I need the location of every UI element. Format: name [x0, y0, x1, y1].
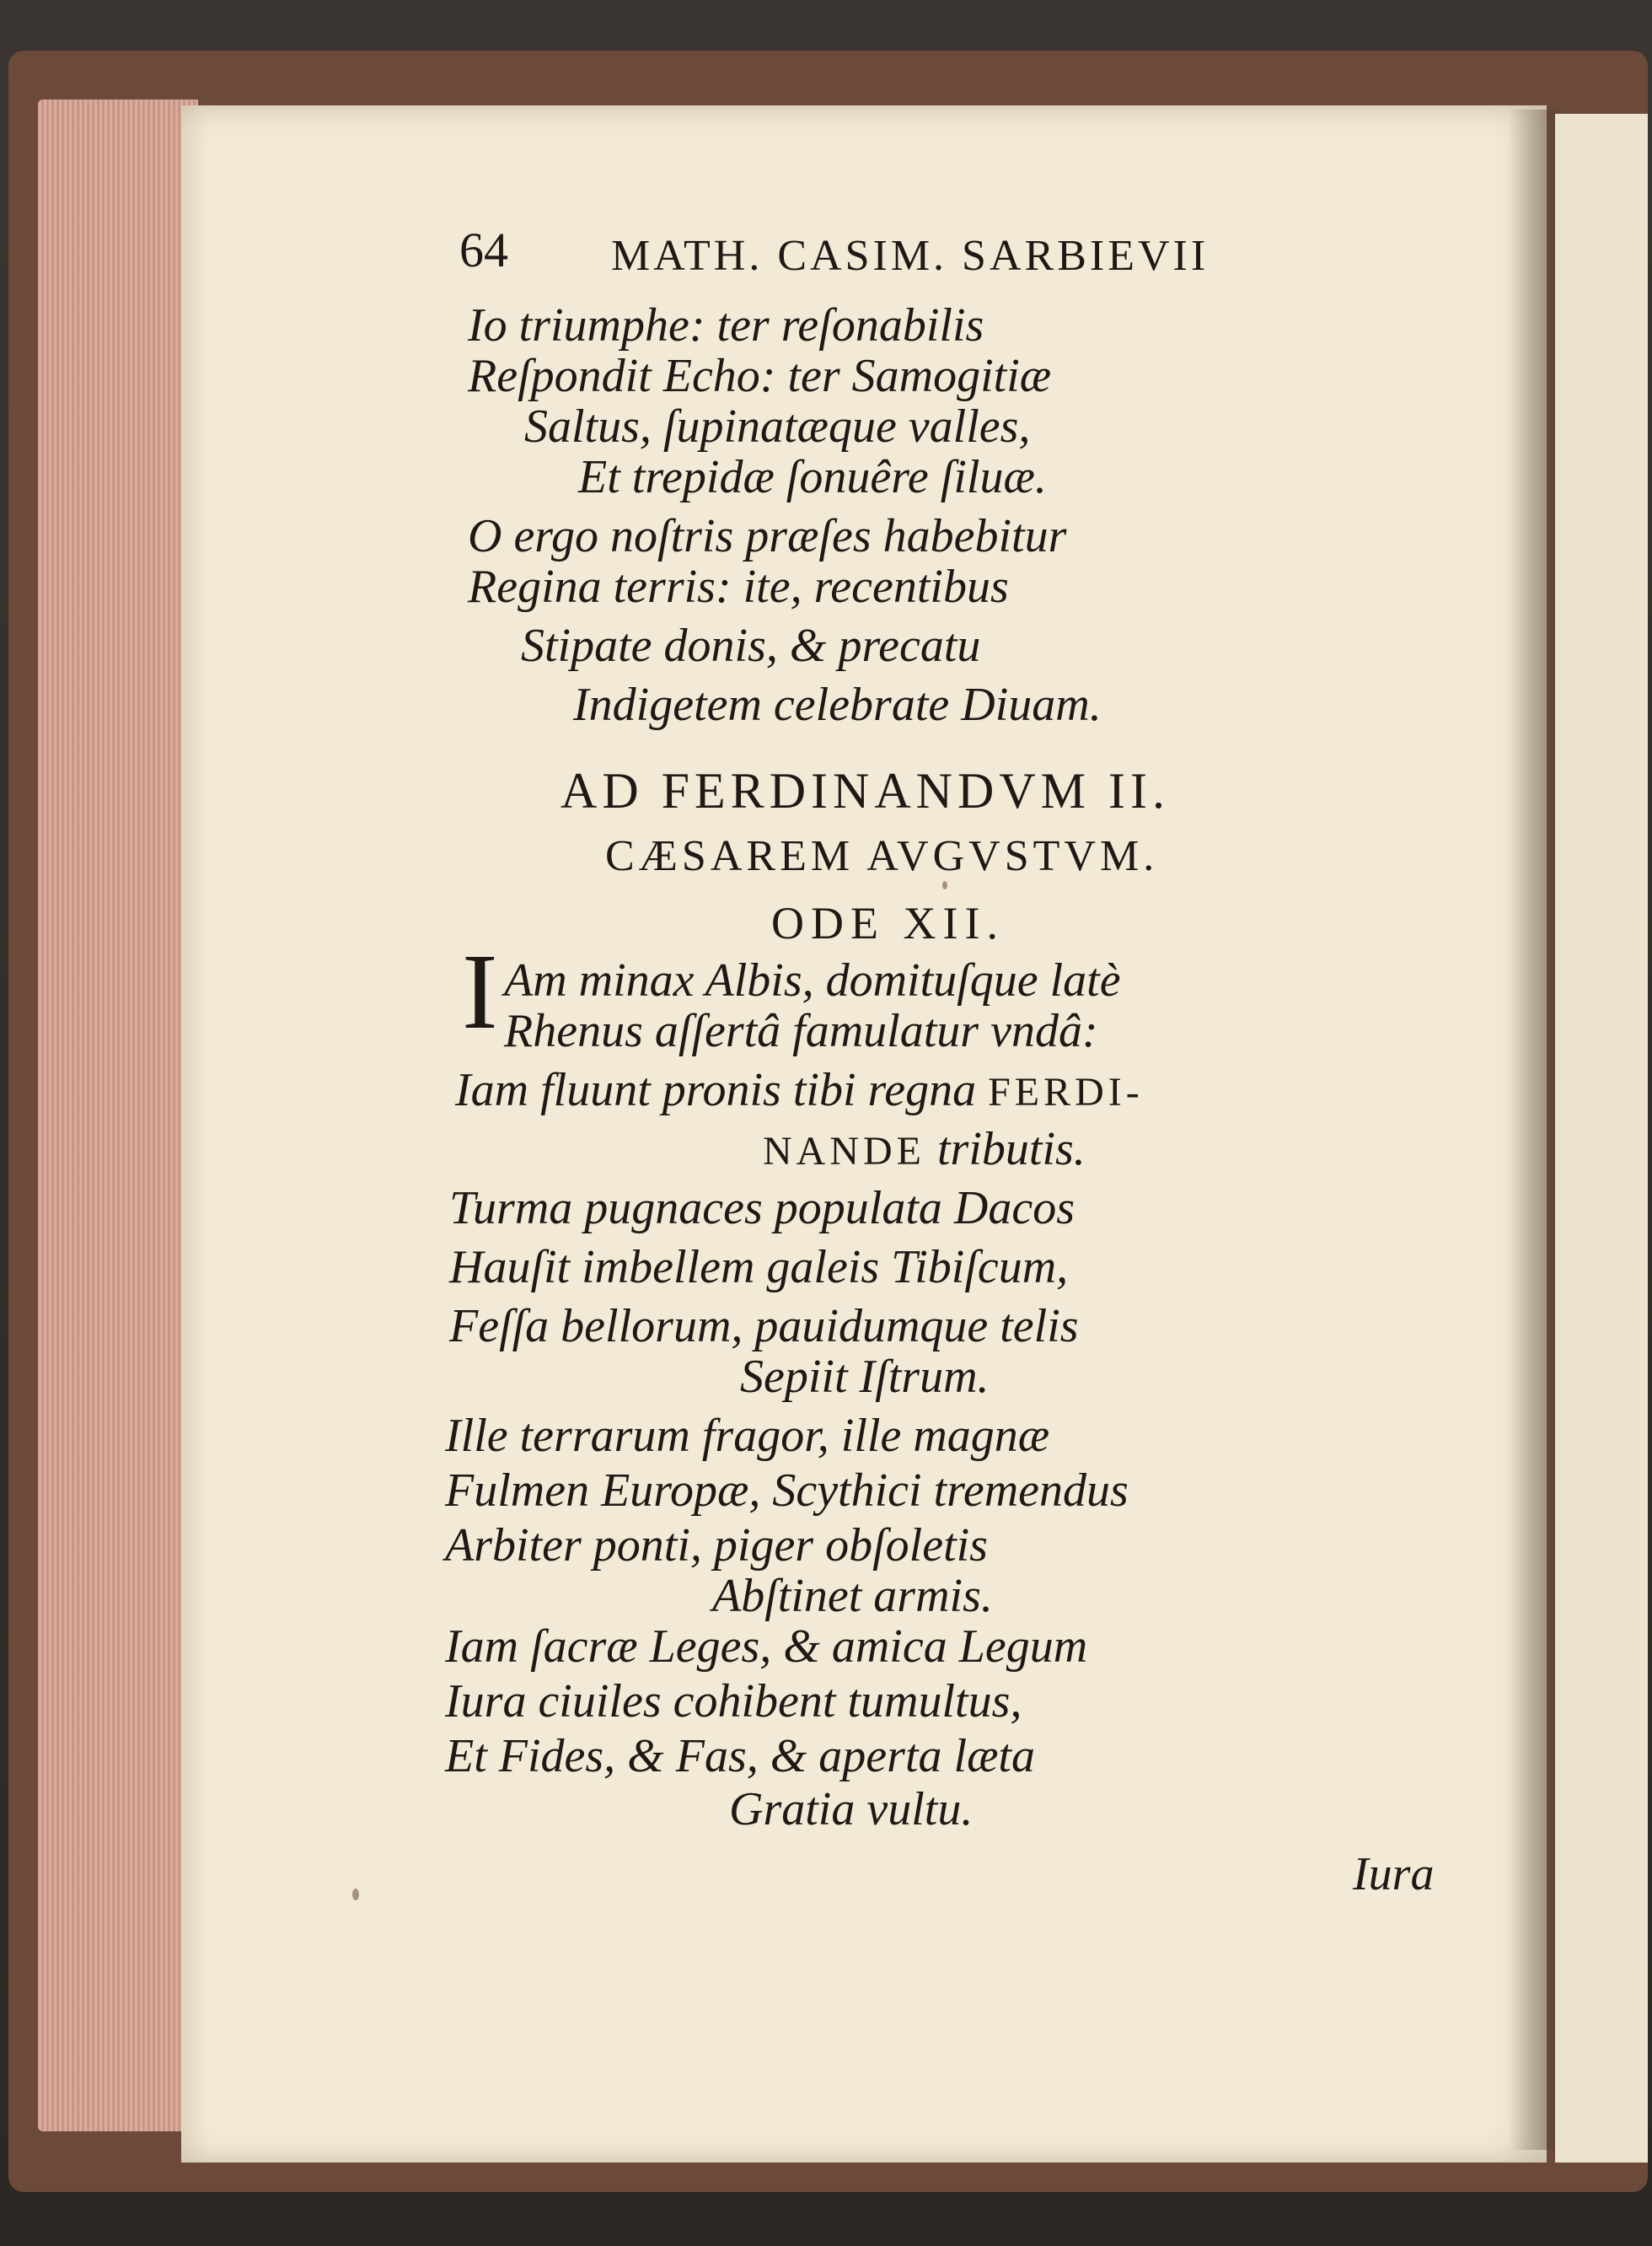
verse-line: Et trepidæ ſonuêre ſiluæ.: [578, 451, 1047, 503]
ode-number: ODE XII.: [771, 898, 1005, 948]
verse-line: Fulmen Europæ, Scythici tremendus: [445, 1464, 1129, 1517]
verse-line: O ergo noſtris præſes habebitur: [468, 510, 1067, 562]
verse-line: Ille terrarum fragor, ille magnæ: [445, 1410, 1050, 1462]
verse-line: Rhenus aſſertâ famulatur vndâ:: [504, 1005, 1098, 1057]
ink-stain: [352, 1889, 359, 1900]
running-head: MATH. CASIM. SARBIEVII: [611, 232, 1210, 280]
verse-line: [763, 1123, 1086, 1175]
verse-italic: Iam fluunt pronis tibi regna: [455, 1064, 977, 1116]
verse-line: Hauſit imbellem galeis Tibiſcum,: [449, 1241, 1069, 1293]
verse-caps: NANDE: [763, 1129, 925, 1174]
gutter-shadow: [1509, 110, 1559, 2150]
catchword: Iura: [1353, 1848, 1435, 1900]
page-number: 64: [459, 223, 508, 277]
page-edges: [38, 99, 198, 2131]
verse-line: Reſpondit Echo: ter Samogitiæ: [468, 350, 1052, 402]
verse-caps: FERDI-: [988, 1070, 1144, 1115]
verse-line: Stipate donis, & precatu: [521, 620, 981, 672]
verse-line: Regina terris: ite, recentibus: [468, 561, 1009, 613]
ode-title: AD FERDINANDVM II.: [560, 763, 1170, 819]
ink-stain: [942, 881, 947, 889]
verse-line: Iam ſacræ Leges, & amica Legum: [445, 1620, 1088, 1673]
verse-line: Indigetem celebrate Diuam.: [573, 679, 1102, 731]
facing-page-edge: [1555, 114, 1648, 2163]
verse-line: Io triumphe: ter reſonabilis: [468, 299, 984, 352]
drop-cap: I: [462, 932, 498, 1051]
verse-line: Abſtinet armis.: [712, 1570, 993, 1622]
verse-line: Et Fides, & Fas, & aperta læta: [445, 1730, 1035, 1782]
verse-line: Sepiit Iſtrum.: [740, 1351, 990, 1403]
verse-line: Iura ciuiles cohibent tumultus,: [445, 1675, 1022, 1727]
verse-line: Am minax Albis, domituſque latè: [504, 954, 1121, 1007]
verse-line: Saltus, ſupinatæque valles,: [524, 400, 1031, 453]
verse-line: Gratia vultu.: [729, 1783, 974, 1835]
verse-line: Turma pugnaces populata Dacos: [449, 1182, 1075, 1234]
ode-subtitle: CÆSAREM AVGVSTVM.: [605, 832, 1159, 880]
verse-line: Arbiter ponti, piger obſoletis: [445, 1519, 988, 1572]
verse-italic: tributis.: [936, 1123, 1086, 1175]
verse-line: [455, 1064, 1144, 1116]
verse-line: Feſſa bellorum, pauidumque telis: [449, 1300, 1079, 1352]
